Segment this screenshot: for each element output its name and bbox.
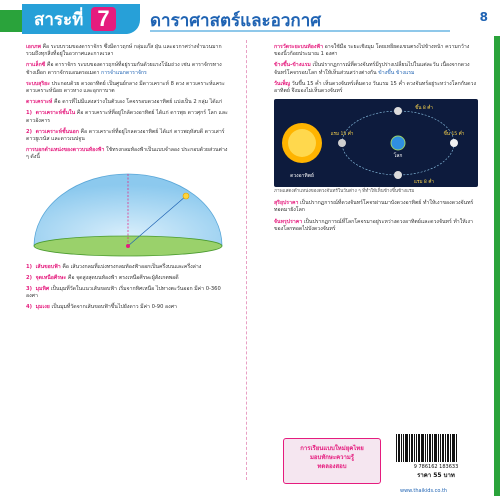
left-column: [26, 44, 230, 316]
unit-label: สาระที่: [34, 9, 84, 29]
header-rule: [150, 30, 450, 32]
promo-line: การเรียนแบบใหม่ยุคไทย: [300, 445, 364, 452]
term: กาแล็กซี: [26, 62, 46, 69]
definition: คือ ดาราจักร ระบบของดาวฤกษ์ที่อยู่รวมกันด้วยแรงโน้มถ่วง เช่น ดาราจักรทางช้างเผือก ดาราจักรแอนดรอเมดา: [26, 62, 222, 76]
isbn-number: 9 786162 183633: [413, 464, 459, 470]
promo-line: มอบทักษะความรู้: [309, 454, 355, 461]
price-label: ราคา 55 บาท: [417, 472, 455, 479]
column-divider: [246, 40, 248, 480]
term: มุมทิศ: [35, 286, 50, 293]
barcode-block: [392, 430, 480, 486]
definition: เป็นปรากฏการณ์ที่ดวงจันทร์โคจรผ่านมาบังดวงอาทิตย์ ทำให้เงาของดวงจันทร์ทอดมายังโลก: [274, 200, 474, 214]
celestial-sphere-diagram: [26, 166, 230, 258]
unit-number: 7: [91, 7, 115, 31]
diagram-caption: ภาพแสดงตำแหน่งของดวงจันทร์ในวันต่าง ๆ ที่ทำให้เห็นข้างขึ้นข้างแรม: [274, 189, 415, 195]
moon-label: แรม 8 ค่ำ: [414, 180, 434, 186]
paragraph-universe: [26, 44, 230, 58]
edge-strip: [494, 36, 500, 496]
highlight-link: การจำแนกดาราจักร: [101, 69, 147, 76]
definition: เป็นปรากฏการณ์ที่ดวงจันทร์มีรูปร่างเปลี่ยนไปในแต่ละวัน เนื่องจากดวงจันทร์โคจรรอบโลก ทำให้เห็นส่วนสว่างต่างกัน: [274, 62, 470, 76]
paragraph-lunar-eclipse: [274, 219, 478, 233]
term: การบอกตำแหน่งของดาวบนท้องฟ้า: [26, 147, 105, 154]
term: ข้างขึ้น-ข้างแรม: [274, 62, 311, 69]
list-item: 2) จุดเหนือศีรษะ คือ จุดสูงสุดบนท้องฟ้า ตรงเหนือศีรษะผู้สังเกตพอดี: [26, 274, 179, 281]
list-item: 1) เส้นขอบฟ้า คือ เส้นวงกลมที่แบ่งทรงกลมท้องฟ้าออกเป็นครึ่งบนและครึ่งล่าง: [26, 263, 202, 270]
moon-label: แรม 15 ค่ำ: [330, 132, 354, 138]
page-title: ดาราศาสตร์และอวกาศ: [150, 11, 322, 30]
paragraph-planets: [26, 99, 230, 106]
paragraph-moon-phases: [274, 62, 478, 76]
sun-label: ดวงอาทิตย์: [290, 173, 314, 180]
term: ดาวเคราะห์: [26, 99, 53, 106]
definition: คือ ระบบรวมของดาราจักร ซึ่งมีดาวฤกษ์ กลุ่มแก๊ส ฝุ่น และอวกาศว่างจำนวนมาก รวมถึงทุกสิ่งที่อยู่ในอวกาศและกาลเวลา: [26, 44, 222, 58]
term: เอกภพ: [26, 44, 41, 50]
promo-box: [283, 438, 381, 484]
list-item: 2) ดาวเคราะห์ชั้นนอก คือ ดาวเคราะห์ที่อยู่ไกลดวงอาทิตย์ ได้แก่ ดาวพฤหัสบดี ดาวเสาร์ ดาวยูเรนัส และดาวเนปจูน: [26, 128, 225, 143]
paragraph-sky-distance: [274, 44, 478, 58]
list-item: 1) ดาวเคราะห์ชั้นใน คือ ดาวเคราะห์ที่อยู่ใกล้ดวงอาทิตย์ ได้แก่ ดาวพุธ ดาวศุกร์ โลก และดาวอังคาร: [26, 110, 228, 124]
promo-line: ทดลองสอบ: [317, 463, 347, 470]
barcode-icon: [392, 430, 480, 462]
website-label: www.thaikids.co.th: [400, 488, 448, 494]
list-item: 3) มุมทิศ เป็นมุมที่วัดในแนวเส้นขอบฟ้า เริ่มจากทิศเหนือ ไปทางตะวันออก มีค่า 0-360 องศา: [26, 286, 221, 300]
header-green-block: [0, 10, 22, 32]
term: ดาวเคราะห์ชั้นนอก: [35, 128, 79, 135]
definition: คือ ดาวที่ไม่มีแสงสว่างในตัวเอง โคจรรอบดวงอาทิตย์ แบ่งเป็น 2 กลุ่ม ได้แก่: [54, 99, 223, 106]
moon-label: ขึ้น 8 ค่ำ: [415, 106, 433, 112]
term: จันทรุปราคา: [274, 218, 303, 225]
term: การวัดระยะบนท้องฟ้า: [274, 44, 324, 50]
list-item: 4) มุมเงย เป็นมุมที่วัดจากเส้นขอบฟ้าขึ้นไปยังดาว มีค่า 0-90 องศา: [26, 304, 177, 311]
term: จุดเหนือศีรษะ: [35, 274, 67, 281]
paragraph-solar-eclipse: [274, 200, 478, 214]
highlight-link: ข้างขึ้น ข้างแรม: [378, 69, 415, 76]
paragraph-solar-system: [26, 81, 230, 95]
term: มุมเงย: [35, 304, 50, 311]
earth-label: โลก: [393, 153, 403, 160]
term: ดาวเคราะห์ชั้นใน: [35, 110, 76, 117]
definition: ใช้ทรงกลมท้องฟ้าเป็นแบบจำลอง ประกอบด้วยส่วนต่าง ๆ ดังนี้: [26, 147, 228, 161]
paragraph-full-moon: [274, 81, 478, 95]
term: ระบบสุริยะ: [26, 80, 50, 87]
definition: อาจใช้มือ ระยะเชิงมุม โดยเหยียดแขนตรงไปข้างหน้า ความกว้างของนิ้วก้อยประมาณ 1 องศา: [274, 44, 470, 58]
unit-badge: [22, 4, 140, 34]
definition: เป็นปรากฏการณ์ที่โลกโคจรมาอยู่ระหว่างดวงอาทิตย์และดวงจันทร์ ทำให้เงาของโลกทอดไปบังดวงจันทร์: [274, 218, 473, 232]
paragraph-galaxy: [26, 62, 230, 76]
moon-label: ขึ้น 15 ค่ำ: [443, 132, 465, 138]
moon-phase-diagram: [274, 99, 478, 187]
term: สุริยุปราคา: [274, 200, 299, 207]
term: เส้นขอบฟ้า: [35, 263, 61, 270]
right-column: [274, 44, 478, 237]
definition: วันขึ้น 15 ค่ำ เห็นดวงจันทร์เต็มดวง วันแรม 15 ค่ำ ดวงจันทร์อยู่ระหว่างโลกกับดวงอาทิตย์ จึงมองไม่เห็นดวงจันทร์: [274, 80, 476, 95]
page-number: 8: [479, 10, 488, 24]
term: วันเพ็ญ: [274, 80, 291, 87]
definition: ประกอบด้วย ดวงอาทิตย์ เป็นศูนย์กลาง มีดาวเคราะห์ 8 ดวง ดาวเคราะห์แคระ ดาวเคราะห์น้อย ดาวหาง และอุกกาบาต: [26, 80, 225, 95]
page-header: [0, 0, 500, 34]
paragraph-celestial-position: [26, 147, 230, 161]
